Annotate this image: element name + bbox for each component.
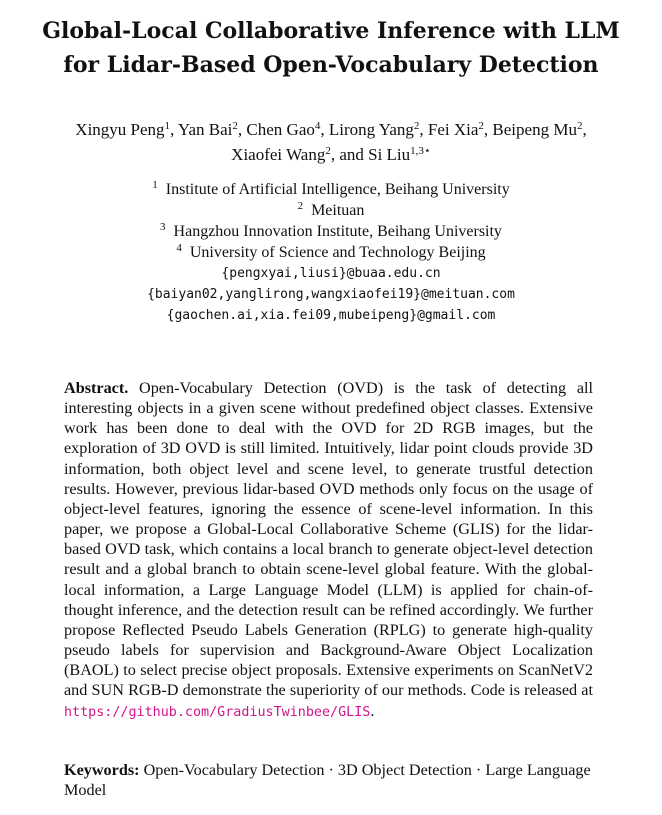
author-name: Chen Gao bbox=[246, 120, 315, 139]
author-name: Lirong Yang bbox=[328, 120, 414, 139]
email-line: {gaochen.ai,xia.fei09,mubeipeng}@gmail.com bbox=[166, 308, 496, 323]
paper-title bbox=[10, 14, 652, 82]
abstract-label: Abstract. bbox=[64, 379, 129, 397]
email-line: {pengxyai,liusi}@buaa.edu.cn bbox=[221, 266, 441, 281]
affiliation-line: $^2$ Meituan bbox=[297, 200, 365, 219]
title-line-1: Global-Local Collaborative Inference with LLM bbox=[42, 18, 620, 44]
author-affiliation-mark: 1,3⋆ bbox=[410, 145, 431, 157]
affiliation-line: $^4$ University of Science and Technology Beijing bbox=[176, 242, 486, 261]
author-name: Beipeng Mu bbox=[492, 120, 577, 139]
author-name: Fei Xia bbox=[427, 120, 479, 139]
author-list: Xingyu Peng$^1$, Yan Bai$^2$, Chen Gao$^4$, Lirong Yang$^2$, Fei Xia$^2$, Beipeng Mu$^2$, Xiaofei Wang$^2$, and Si Liu$^{1,3⋆}$ bbox=[75, 120, 587, 164]
author-name: Yan Bai bbox=[177, 120, 233, 139]
keywords bbox=[64, 760, 593, 800]
author-affiliation-mark: 2 bbox=[478, 120, 484, 132]
author-affiliation-mark: 2 bbox=[325, 145, 331, 157]
keywords-text: Open-Vocabulary Detection · 3D Object Detection · Large Language Model bbox=[64, 761, 591, 800]
author-name: Si Liu bbox=[368, 145, 411, 164]
affiliations bbox=[10, 179, 652, 326]
author-affiliation-mark: 4 bbox=[314, 120, 321, 132]
abstract: Abstract. Open-Vocabulary Detection (OVD) is the task of detecting all interesting objects in a given scene without predefined object classes. Extensive work has been done to deal with the OVD for 2D RGB images, but the exploration of 3D OVD is still limited. Intuitively, lidar point clouds provide 3D information, both object level and scene level, to generate trustful detection results. However, previous lidar-based OVD methods only focus on the usage of object-level features, ignoring the essence of scene-level information. In this paper, we propose a Global-Local Collaborative Scheme (GLIS) for the lidar-based OVD task, which contains a local branch to generate object-level detection result and a global branch to obtain scene-level global feature. With the global-local information, a Large Language Model (LLM) is applied for chain-of-thought inference, and the detection result can be refined accordingly. We further propose Reflected Pseudo Labels Generation (RPLG) to generate high-quality pseudo labels for supervision and Background-Aware Object Localization (BAOL) to select precise object proposals. Extensive experiments on ScanNetV2 and SUN RGB-D demonstrate the superiority of our methods. Code is released at https://github.com/GradiusTwinbee/GLIS. bbox=[64, 379, 593, 720]
affiliation-line: $^1$ Institute of Artificial Intelligence, Beihang University bbox=[152, 179, 510, 198]
author-affiliation-mark: 2 bbox=[576, 120, 583, 132]
author-affiliation-mark: 1 bbox=[164, 120, 171, 132]
abstract-text: Open-Vocabulary Detection (OVD) is the task of detecting all interesting objects in a given scene without predefined object classes. Extensive work has been done to deal with the OVD for 2D RGB images, but the exploration of 3D OVD is still limited. Intuitively, lidar point clouds provide 3D information, both object level and scene level, to generate trustful detection results. However, previous lidar-based OVD methods only focus on the usage of object-level features, ignoring the essence of scene-level information. In this paper, we propose a Global-Local Collaborative Scheme (GLIS) for the lidar-based OVD task, which contains a local branch to generate object-level detection result and a global branch to obtain scene-level global feature. With the global-local information, a Large Language Model (LLM) is applied for chain-of-thought inference, and the detection result can be refined accordingly. We further propose Reflected Pseudo Labels Generation (RPLG) to generate high-quality pseudo labels for supervision and Background-Aware Object Localization (BAOL) to select precise object proposals. Extensive experiments on ScanNetV2 and SUN RGB-D demonstrate the superiority of our methods. Code is released at bbox=[64, 379, 593, 700]
affiliation-line: $^3$ Hangzhou Innovation Institute, Beihang University bbox=[160, 221, 502, 240]
author-name: Xingyu Peng bbox=[75, 120, 165, 139]
author-affiliation-mark: 2 bbox=[232, 120, 238, 132]
email-line: {baiyan02,yanglirong,wangxiaofei19}@meituan.com bbox=[147, 287, 515, 302]
keywords-label: Keywords: bbox=[64, 761, 140, 779]
author-name: Xiaofei Wang bbox=[231, 145, 326, 164]
title-line-2: for Lidar-Based Open-Vocabulary Detection bbox=[63, 52, 599, 78]
code-link[interactable]: https://github.com/GradiusTwinbee/GLIS bbox=[64, 704, 371, 720]
author-affiliation-mark: 2 bbox=[413, 120, 420, 132]
